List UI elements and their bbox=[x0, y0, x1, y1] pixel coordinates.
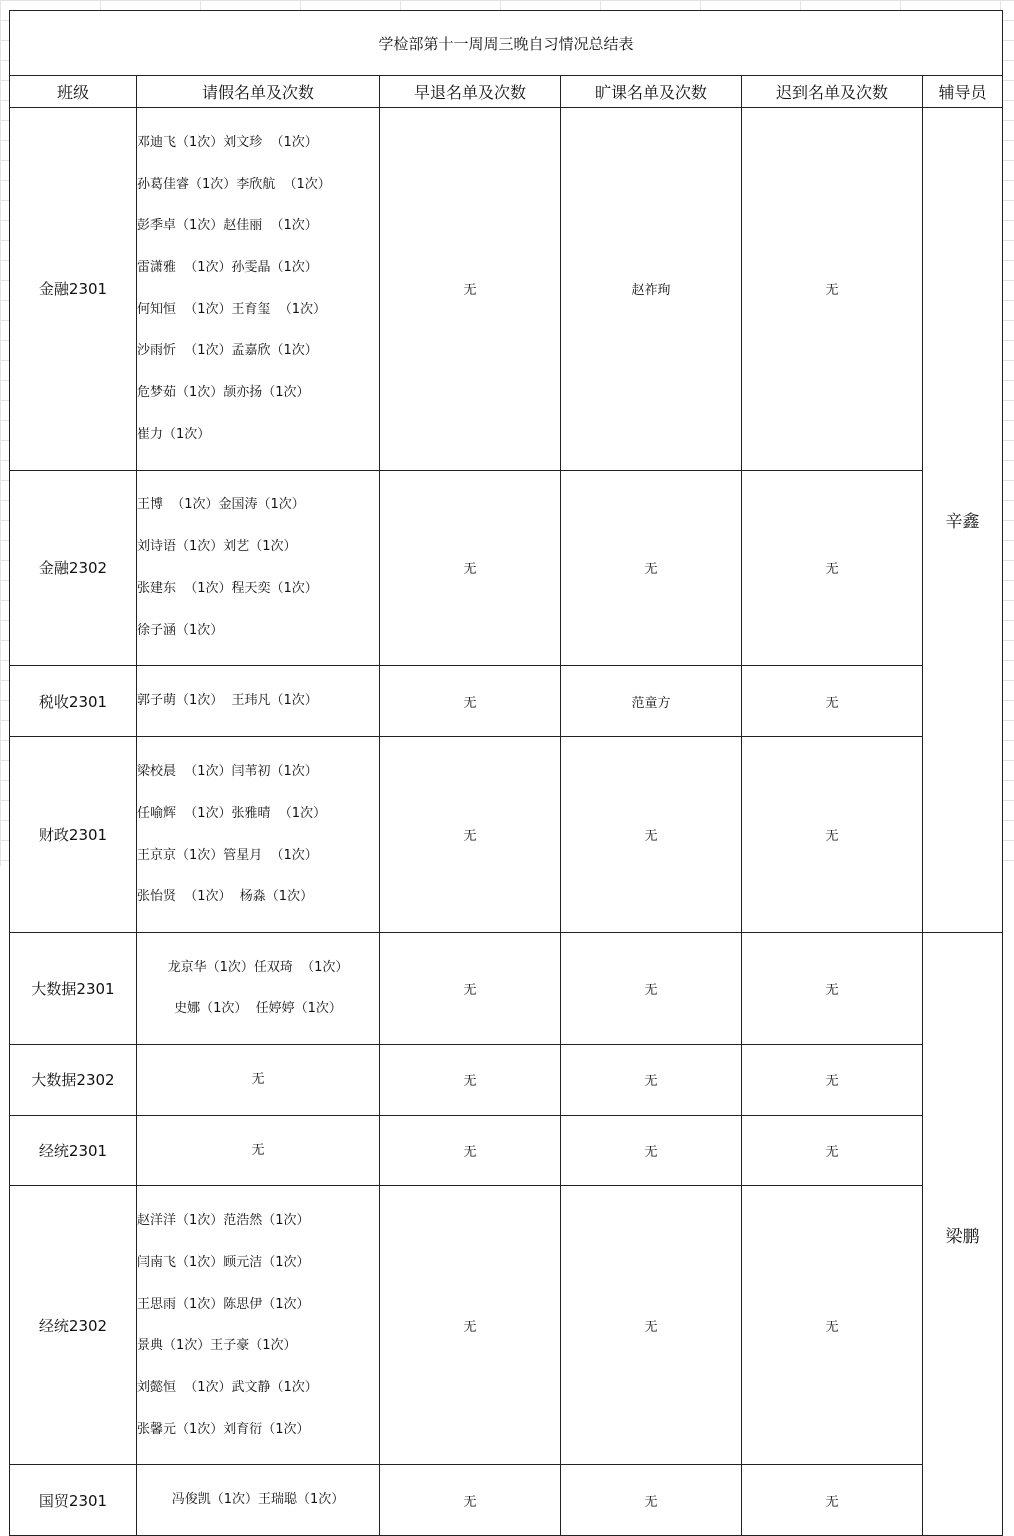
table-row bbox=[10, 737, 1003, 933]
early-leave-cell[interactable]: 无 bbox=[380, 1045, 561, 1116]
late-cell[interactable]: 无 bbox=[742, 1186, 923, 1465]
class-cell[interactable]: 金融2301 bbox=[10, 108, 137, 471]
leave-list-cell[interactable] bbox=[137, 666, 380, 737]
leave-list-cell[interactable] bbox=[137, 737, 380, 933]
summary-table bbox=[9, 10, 1003, 1536]
late-cell[interactable]: 无 bbox=[742, 108, 923, 471]
leave-entry: 梁校晨 （1次）闫苇初（1次） bbox=[137, 764, 318, 780]
leave-entry: 赵洋洋（1次）范浩然（1次） bbox=[137, 1213, 310, 1229]
leave-list-cell[interactable] bbox=[137, 1115, 380, 1186]
class-cell[interactable]: 国贸2301 bbox=[10, 1465, 137, 1536]
leave-entry: 孙葛佳睿（1次）李欣航 （1次） bbox=[137, 176, 331, 192]
leave-entry: 刘懿恒 （1次）武文静（1次） bbox=[137, 1379, 318, 1395]
class-cell[interactable]: 大数据2301 bbox=[10, 932, 137, 1044]
late-cell[interactable]: 无 bbox=[742, 470, 923, 666]
table-row bbox=[10, 932, 1003, 1044]
late-cell[interactable]: 无 bbox=[742, 1115, 923, 1186]
table-row bbox=[10, 666, 1003, 737]
early-leave-cell[interactable]: 无 bbox=[380, 1186, 561, 1465]
table-row bbox=[10, 470, 1003, 666]
early-leave-cell[interactable]: 无 bbox=[380, 1465, 561, 1536]
leave-entry: 徐子涵（1次） bbox=[137, 622, 224, 638]
table-row bbox=[10, 1045, 1003, 1116]
absent-cell[interactable]: 无 bbox=[561, 1115, 742, 1186]
table-row bbox=[10, 108, 1003, 471]
header-row bbox=[10, 76, 1003, 108]
leave-entry: 张建东 （1次）程天奕（1次） bbox=[137, 580, 318, 596]
leave-entry: 彭季卓（1次）赵佳丽 （1次） bbox=[137, 218, 318, 234]
early-leave-cell[interactable]: 无 bbox=[380, 470, 561, 666]
leave-entry: 危梦茹（1次）颉亦扬（1次） bbox=[137, 385, 310, 401]
absent-cell[interactable]: 无 bbox=[561, 1186, 742, 1465]
leave-entry: 闫南飞（1次）顾元洁（1次） bbox=[137, 1254, 310, 1270]
leave-entry: 雷潇雅 （1次）孙雯晶（1次） bbox=[137, 259, 318, 275]
leave-list-cell[interactable] bbox=[137, 470, 380, 666]
leave-entry: 冯俊凯（1次）王瑞聪（1次） bbox=[171, 1492, 345, 1508]
leave-list-cell[interactable] bbox=[137, 1465, 380, 1536]
leave-entry: 王博 （1次）金国涛（1次） bbox=[137, 497, 305, 513]
leave-entry: 郭子萌（1次） 王玮凡（1次） bbox=[137, 693, 318, 709]
leave-entry: 任喻辉 （1次）张雅晴 （1次） bbox=[137, 805, 327, 821]
class-cell[interactable]: 金融2302 bbox=[10, 470, 137, 666]
leave-entry: 沙雨忻 （1次）孟嘉欣（1次） bbox=[137, 343, 318, 359]
leave-entry: 崔力（1次） bbox=[137, 426, 211, 442]
late-cell[interactable]: 无 bbox=[742, 932, 923, 1044]
leave-entry: 张怡贤 （1次） 杨淼（1次） bbox=[137, 889, 314, 905]
class-cell[interactable]: 经统2301 bbox=[10, 1115, 137, 1186]
leave-entry: 景典（1次）王子豪（1次） bbox=[137, 1338, 297, 1354]
leave-entry: 史娜（1次） 任婷婷（1次） bbox=[174, 1001, 342, 1017]
header-class[interactable]: 班级 bbox=[10, 76, 137, 108]
early-leave-cell[interactable]: 无 bbox=[380, 737, 561, 933]
leave-entry: 龙京华（1次）任双琦 （1次） bbox=[167, 959, 349, 975]
early-leave-cell[interactable]: 无 bbox=[380, 1115, 561, 1186]
leave-list-cell[interactable] bbox=[137, 1045, 380, 1116]
class-cell[interactable]: 大数据2302 bbox=[10, 1045, 137, 1116]
leave-list-cell[interactable] bbox=[137, 932, 380, 1044]
class-cell[interactable]: 经统2302 bbox=[10, 1186, 137, 1465]
absent-cell[interactable]: 赵祚珣 bbox=[561, 108, 742, 471]
header-counselor[interactable]: 辅导员 bbox=[923, 76, 1003, 108]
early-leave-cell[interactable]: 无 bbox=[380, 666, 561, 737]
late-cell[interactable]: 无 bbox=[742, 737, 923, 933]
absent-cell[interactable]: 无 bbox=[561, 1045, 742, 1116]
late-cell[interactable]: 无 bbox=[742, 1465, 923, 1536]
class-cell[interactable]: 财政2301 bbox=[10, 737, 137, 933]
leave-entry: 何知恒 （1次）王育玺 （1次） bbox=[137, 301, 327, 317]
header-absent[interactable]: 旷课名单及次数 bbox=[561, 76, 742, 108]
absent-cell[interactable]: 无 bbox=[561, 932, 742, 1044]
leave-entry: 邓迪飞（1次）刘文珍 （1次） bbox=[137, 134, 318, 150]
header-early-leave[interactable]: 早退名单及次数 bbox=[380, 76, 561, 108]
leave-entry: 无 bbox=[251, 1072, 265, 1087]
absent-cell[interactable]: 范童方 bbox=[561, 666, 742, 737]
table-row bbox=[10, 1465, 1003, 1536]
leave-entry: 无 bbox=[251, 1142, 265, 1158]
leave-list-cell[interactable] bbox=[137, 108, 380, 471]
header-leave[interactable]: 请假名单及次数 bbox=[137, 76, 380, 108]
absent-cell[interactable]: 无 bbox=[561, 737, 742, 933]
table-row bbox=[10, 1115, 1003, 1186]
late-cell[interactable]: 无 bbox=[742, 1045, 923, 1116]
early-leave-cell[interactable]: 无 bbox=[380, 932, 561, 1044]
absent-cell[interactable]: 无 bbox=[561, 1465, 742, 1536]
leave-list-cell[interactable] bbox=[137, 1186, 380, 1465]
counselor-cell[interactable]: 梁鹏 bbox=[923, 932, 1003, 1535]
table-row bbox=[10, 1186, 1003, 1465]
table-title[interactable]: 学检部第十一周周三晚自习情况总结表 bbox=[10, 11, 1003, 76]
header-late[interactable]: 迟到名单及次数 bbox=[742, 76, 923, 108]
early-leave-cell[interactable]: 无 bbox=[380, 108, 561, 471]
leave-entry: 王思雨（1次）陈思伊（1次） bbox=[137, 1296, 310, 1312]
late-cell[interactable]: 无 bbox=[742, 666, 923, 737]
absent-cell[interactable]: 无 bbox=[561, 470, 742, 666]
class-cell[interactable]: 税收2301 bbox=[10, 666, 137, 737]
counselor-cell[interactable]: 辛鑫 bbox=[923, 108, 1003, 933]
title-row bbox=[10, 11, 1003, 76]
leave-entry: 王京京（1次）管星月 （1次） bbox=[137, 847, 318, 863]
leave-entry: 刘诗语（1次）刘艺（1次） bbox=[137, 539, 297, 555]
leave-entry: 张馨元（1次）刘育衍（1次） bbox=[137, 1421, 310, 1437]
